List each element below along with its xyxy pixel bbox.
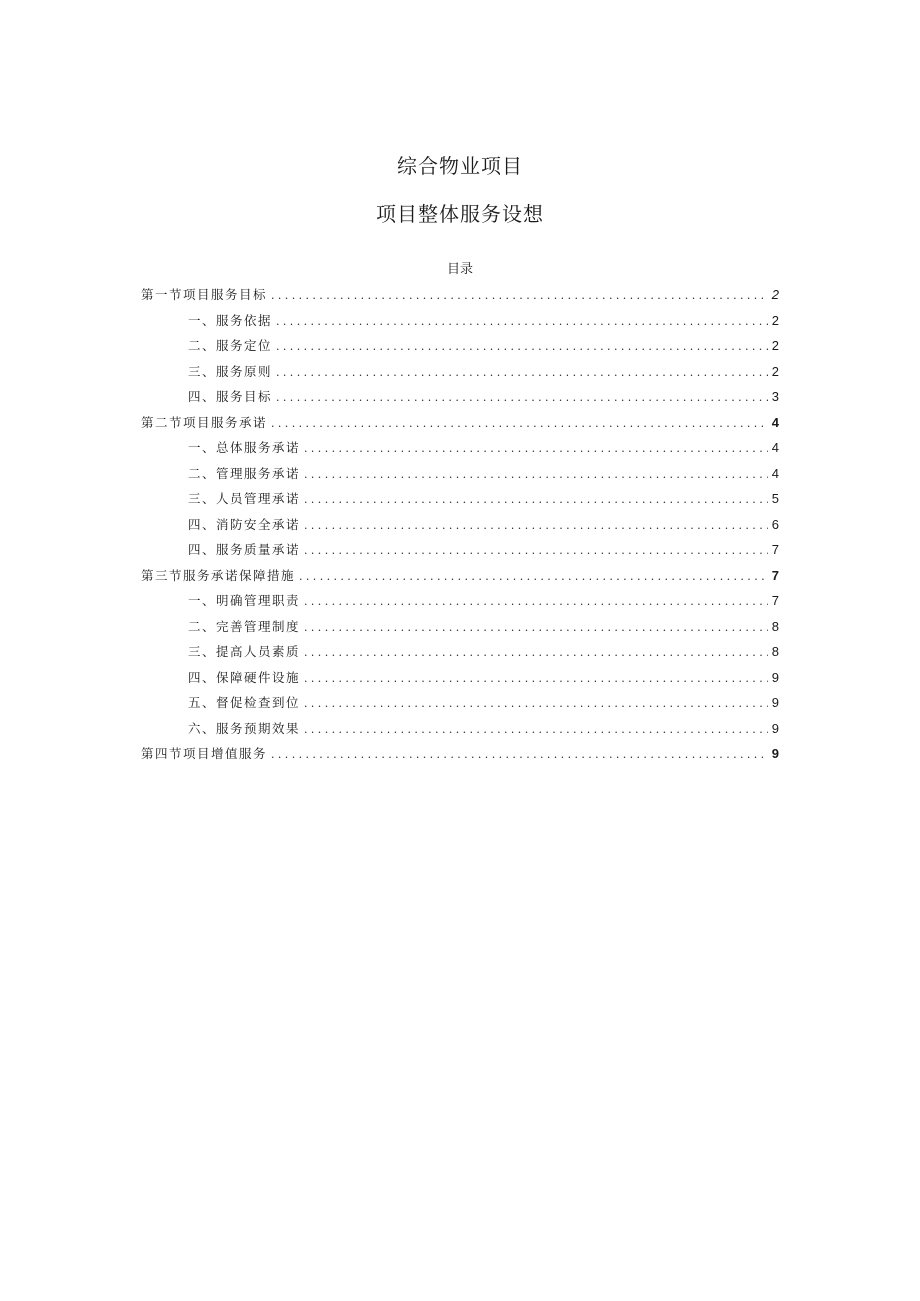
toc-entry-section-4[interactable] [141,741,779,767]
toc-entry-label: 六、服务预期效果 [188,720,301,736]
toc-leader-dots [271,742,768,768]
toc-heading: 目录 [446,262,473,277]
toc-entry-label: 四、保障硬件设施 [188,669,301,685]
toc-entry[interactable] [141,435,779,461]
toc-leader-dots [276,309,768,335]
toc-leader-dots [271,283,768,309]
toc-leader-dots [304,462,768,488]
toc-entry[interactable] [141,333,779,359]
toc-entry[interactable] [141,588,779,614]
toc-entry-label: 四、消防安全承诺 [188,516,301,532]
toc-entry-page: 4 [771,465,779,481]
toc-entry-label: 一、总体服务承诺 [188,440,301,455]
toc-entry-label: 四、服务质量承诺 [188,542,301,557]
toc-entry-page: 7 [771,593,779,608]
toc-entry[interactable] [141,690,779,716]
toc-entry-page: 4 [771,440,779,455]
toc-entry-label: 第三节服务承诺保障措施 [141,567,296,583]
toc-leader-dots [304,615,768,641]
toc-leader-dots [304,538,768,564]
table-of-contents [141,282,779,767]
toc-entry-page: 9 [771,669,779,685]
toc-entry-page: 2 [771,338,779,353]
toc-entry-page: 4 [771,414,779,430]
toc-entry[interactable] [141,665,779,691]
toc-entry-page: 3 [771,389,779,404]
toc-entry-label: 二、完善管理制度 [188,618,301,634]
toc-entry-label: 五、督促检查到位 [188,695,301,710]
toc-entry[interactable] [141,308,779,334]
toc-entry[interactable] [141,486,779,512]
toc-leader-dots [276,385,768,411]
toc-leader-dots [304,717,768,743]
toc-entry-label: 第四节项目增值服务 [141,746,268,761]
toc-leader-dots [304,691,768,717]
document-subtitle: 项目整体服务设想 [376,202,544,226]
toc-entry[interactable] [141,639,779,665]
toc-entry-label: 一、服务依据 [188,312,273,328]
toc-entry-section-3[interactable] [141,563,779,589]
toc-entry-page: 7 [771,542,779,557]
toc-entry-page: 9 [771,720,779,736]
toc-entry-label: 二、管理服务承诺 [188,465,301,481]
toc-entry-label: 一、明确管理职责 [188,593,301,608]
toc-entry-page: 7 [771,567,779,583]
toc-leader-dots [304,487,768,513]
toc-entry-page: 9 [771,746,779,761]
toc-entry[interactable] [141,359,779,385]
toc-entry-page: 2 [771,287,779,302]
toc-entry[interactable] [141,537,779,563]
toc-leader-dots [299,564,768,590]
toc-entry-label: 二、服务定位 [188,338,273,353]
toc-leader-dots [304,640,768,666]
toc-leader-dots [304,589,768,615]
toc-entry-page: 2 [771,363,779,379]
toc-entry-page: 8 [771,644,779,659]
toc-entry-page: 6 [771,516,779,532]
toc-leader-dots [276,334,768,360]
toc-entry-section-1[interactable] [141,282,779,308]
toc-entry-label: 三、服务原则 [188,363,273,379]
toc-entry[interactable] [141,461,779,487]
toc-entry[interactable] [141,716,779,742]
toc-entry-page: 8 [771,618,779,634]
toc-entry-label: 三、人员管理承诺 [188,491,301,506]
toc-leader-dots [276,360,768,386]
toc-leader-dots [304,436,768,462]
toc-entry-label: 三、提高人员素质 [188,644,301,659]
toc-entry-section-2[interactable] [141,410,779,436]
toc-entry-page: 9 [771,695,779,710]
toc-entry-page: 2 [771,312,779,328]
toc-entry-label: 四、服务目标 [188,389,273,404]
toc-entry-label: 第二节项目服务承诺 [141,414,268,430]
toc-entry-page: 5 [771,491,779,506]
toc-entry-label: 第一节项目服务目标 [141,287,268,302]
document-title: 综合物业项目 [397,154,523,178]
toc-leader-dots [304,513,768,539]
toc-leader-dots [304,666,768,692]
toc-entry[interactable] [141,512,779,538]
toc-entry[interactable] [141,614,779,640]
toc-leader-dots [271,411,768,437]
toc-entry[interactable] [141,384,779,410]
